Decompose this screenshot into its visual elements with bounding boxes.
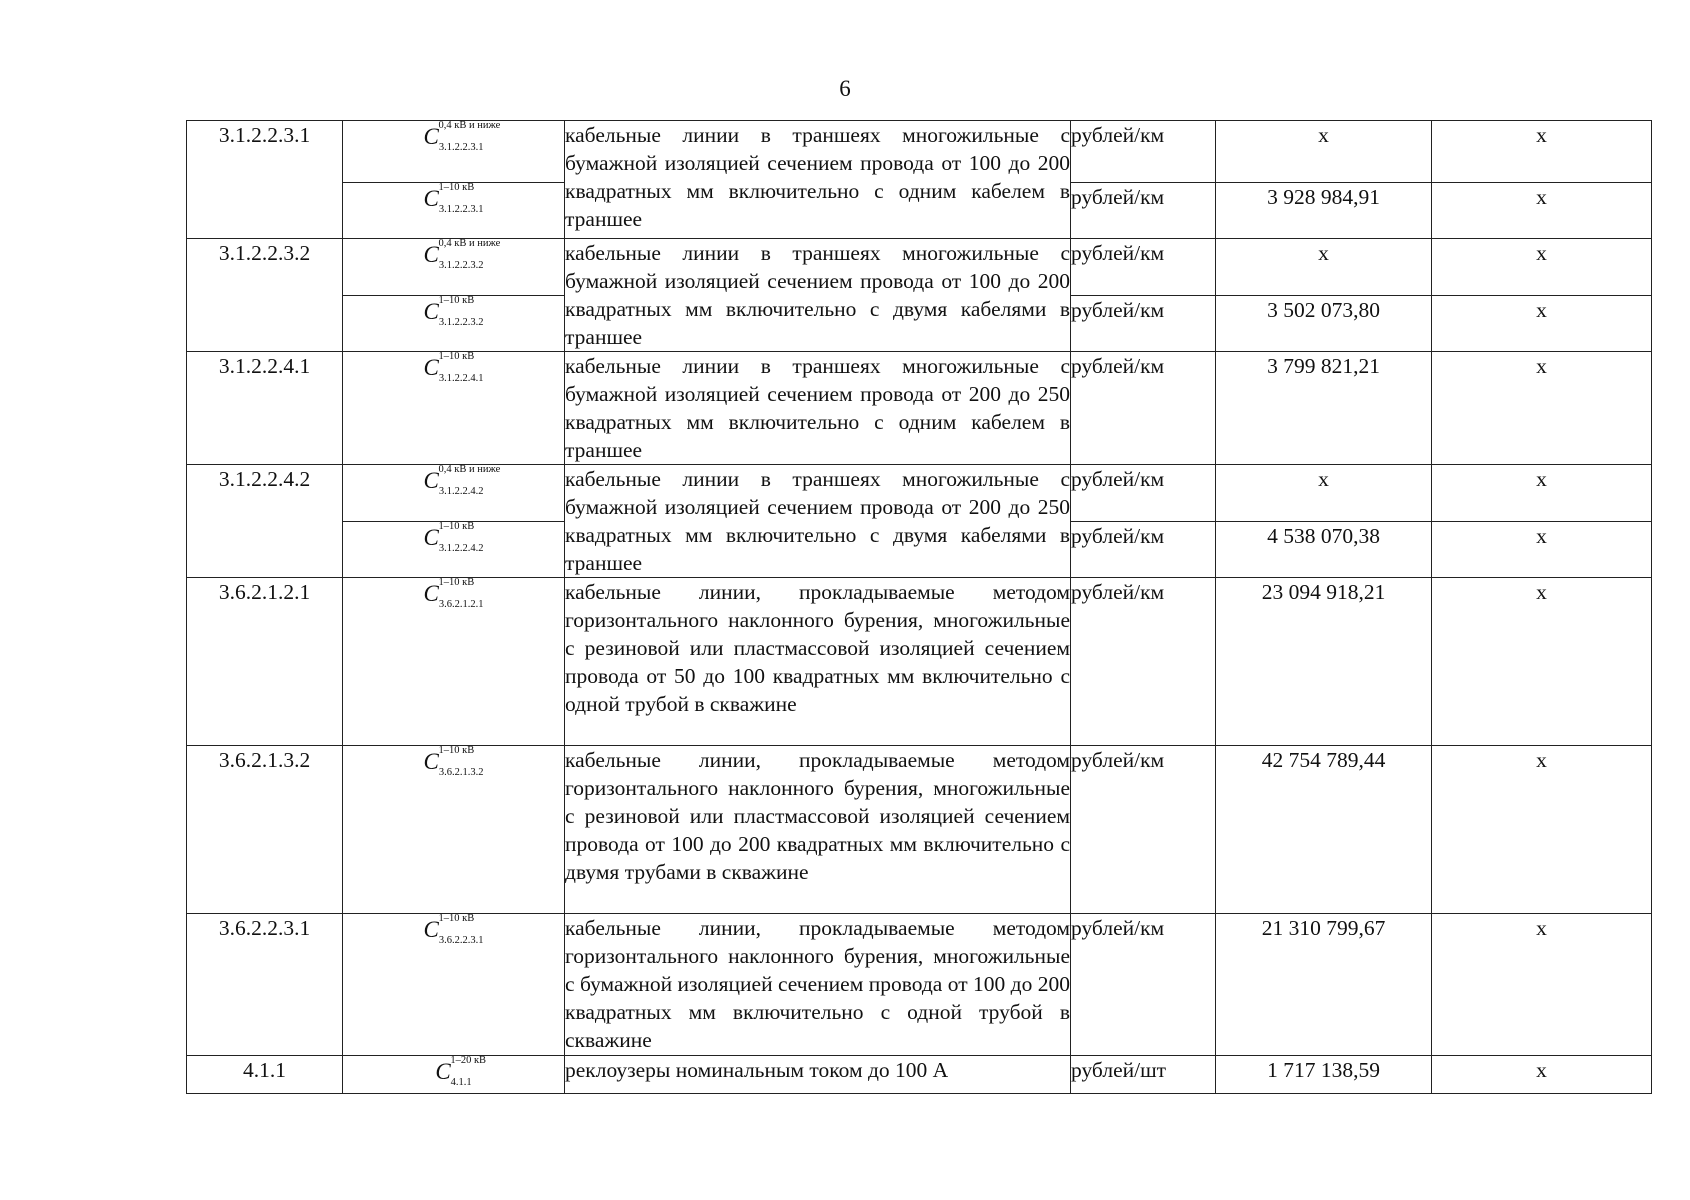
unit: рублей/км <box>1071 183 1216 239</box>
item-number: 3.1.2.2.3.1 <box>187 121 343 239</box>
item-description: кабельные линии, прокладываемые методом горизонтального наклонного бурения, многожильные с бумажной изоляцией сечением провода от 100 до 200 квадратных мм включительно с одной трубой в скважине <box>565 914 1071 1056</box>
rate-extra: х <box>1432 295 1652 352</box>
unit: рублей/км <box>1071 295 1216 352</box>
rate-symbol: C 1–10 кВ $_{3.1.2.2.4.2}$ <box>343 521 565 578</box>
table-row <box>187 121 1652 183</box>
unit: рублей/шт <box>1071 1056 1216 1094</box>
rate-extra: х <box>1432 352 1652 465</box>
rate-symbol: C 1–10 кВ $_{3.6.2.1.2.1}$ <box>343 578 565 746</box>
rate-symbol: C 0,4 кВ и ниже $_{3.1.2.2.3.1}$ <box>343 121 565 183</box>
rate-extra: х <box>1432 578 1652 746</box>
item-number: 3.6.2.2.3.1 <box>187 914 343 1056</box>
item-description: кабельные линии в траншеях многожильные с бумажной изоляцией сечением провода от 100 до 200 квадратных мм включительно с двумя кабелями в траншее <box>565 239 1071 352</box>
table-row <box>187 465 1652 522</box>
rate-value: х <box>1216 121 1432 183</box>
item-description: кабельные линии, прокладываемые методом горизонтального наклонного бурения, многожильные с резиновой или пластмассовой изоляцией сечением провода от 50 до 100 квадратных мм включительно с одной трубой в скважине <box>565 578 1071 746</box>
table-row <box>187 239 1652 296</box>
rate-symbol: C 1–10 кВ $_{3.1.2.2.4.1}$ <box>343 352 565 465</box>
item-description: реклоузеры номинальным током до 100 А <box>565 1056 1071 1094</box>
table-row <box>187 352 1652 465</box>
rate-value: 3 502 073,80 <box>1216 295 1432 352</box>
unit: рублей/км <box>1071 521 1216 578</box>
item-number: 3.1.2.2.4.1 <box>187 352 343 465</box>
item-number: 4.1.1 <box>187 1056 343 1094</box>
rate-value: х <box>1216 239 1432 296</box>
item-number: 3.1.2.2.3.2 <box>187 239 343 352</box>
table-row <box>187 578 1652 746</box>
item-number: 3.6.2.1.3.2 <box>187 746 343 914</box>
rate-value: 3 928 984,91 <box>1216 183 1432 239</box>
rate-extra: х <box>1432 239 1652 296</box>
rates-table <box>186 120 1652 1094</box>
rate-symbol: C 1–10 кВ $_{3.1.2.2.3.2}$ <box>343 295 565 352</box>
rate-value: 42 754 789,44 <box>1216 746 1432 914</box>
item-description: кабельные линии в траншеях многожильные с бумажной изоляцией сечением провода от 200 до 250 квадратных мм включительно с одним кабелем в траншее <box>565 352 1071 465</box>
item-description: кабельные линии в траншеях многожильные с бумажной изоляцией сечением провода от 200 до 250 квадратных мм включительно с двумя кабелями в траншее <box>565 465 1071 578</box>
table-row <box>187 914 1652 1056</box>
unit: рублей/км <box>1071 465 1216 522</box>
item-description: кабельные линии, прокладываемые методом горизонтального наклонного бурения, многожильные с резиновой или пластмассовой изоляцией сечением провода от 100 до 200 квадратных мм включительно с двумя трубами в скважине <box>565 746 1071 914</box>
rate-value: 23 094 918,21 <box>1216 578 1432 746</box>
rate-extra: х <box>1432 914 1652 1056</box>
item-description: кабельные линии в траншеях многожильные с бумажной изоляцией сечением провода от 100 до 200 квадратных мм включительно с одним кабелем в траншее <box>565 121 1071 239</box>
rate-symbol: C 0,4 кВ и ниже $_{3.1.2.2.4.2}$ <box>343 465 565 522</box>
rate-extra: х <box>1432 746 1652 914</box>
unit: рублей/км <box>1071 578 1216 746</box>
page-number: 6 <box>839 76 851 101</box>
rate-value: х <box>1216 465 1432 522</box>
unit: рублей/км <box>1071 239 1216 296</box>
unit: рублей/км <box>1071 914 1216 1056</box>
rate-value: 4 538 070,38 <box>1216 521 1432 578</box>
rate-extra: х <box>1432 183 1652 239</box>
table-row <box>187 1056 1652 1094</box>
rate-value: 21 310 799,67 <box>1216 914 1432 1056</box>
rate-symbol: C 0,4 кВ и ниже $_{3.1.2.2.3.2}$ <box>343 239 565 296</box>
rate-value: 1 717 138,59 <box>1216 1056 1432 1094</box>
rate-extra: х <box>1432 121 1652 183</box>
rate-extra: х <box>1432 521 1652 578</box>
table-row <box>187 746 1652 914</box>
unit: рублей/км <box>1071 352 1216 465</box>
item-number: 3.6.2.1.2.1 <box>187 578 343 746</box>
rate-extra: х <box>1432 465 1652 522</box>
unit: рублей/км <box>1071 746 1216 914</box>
rate-symbol: C 1–10 кВ $_{3.6.2.2.3.1}$ <box>343 914 565 1056</box>
item-number: 3.1.2.2.4.2 <box>187 465 343 578</box>
rate-symbol: C 1–10 кВ $_{3.6.2.1.3.2}$ <box>343 746 565 914</box>
rate-symbol: C 1–20 кВ $_{4.1.1}$ <box>343 1056 565 1094</box>
rate-symbol: C 1–10 кВ $_{3.1.2.2.3.1}$ <box>343 183 565 239</box>
rate-extra: х <box>1432 1056 1652 1094</box>
rate-value: 3 799 821,21 <box>1216 352 1432 465</box>
unit: рублей/км <box>1071 121 1216 183</box>
